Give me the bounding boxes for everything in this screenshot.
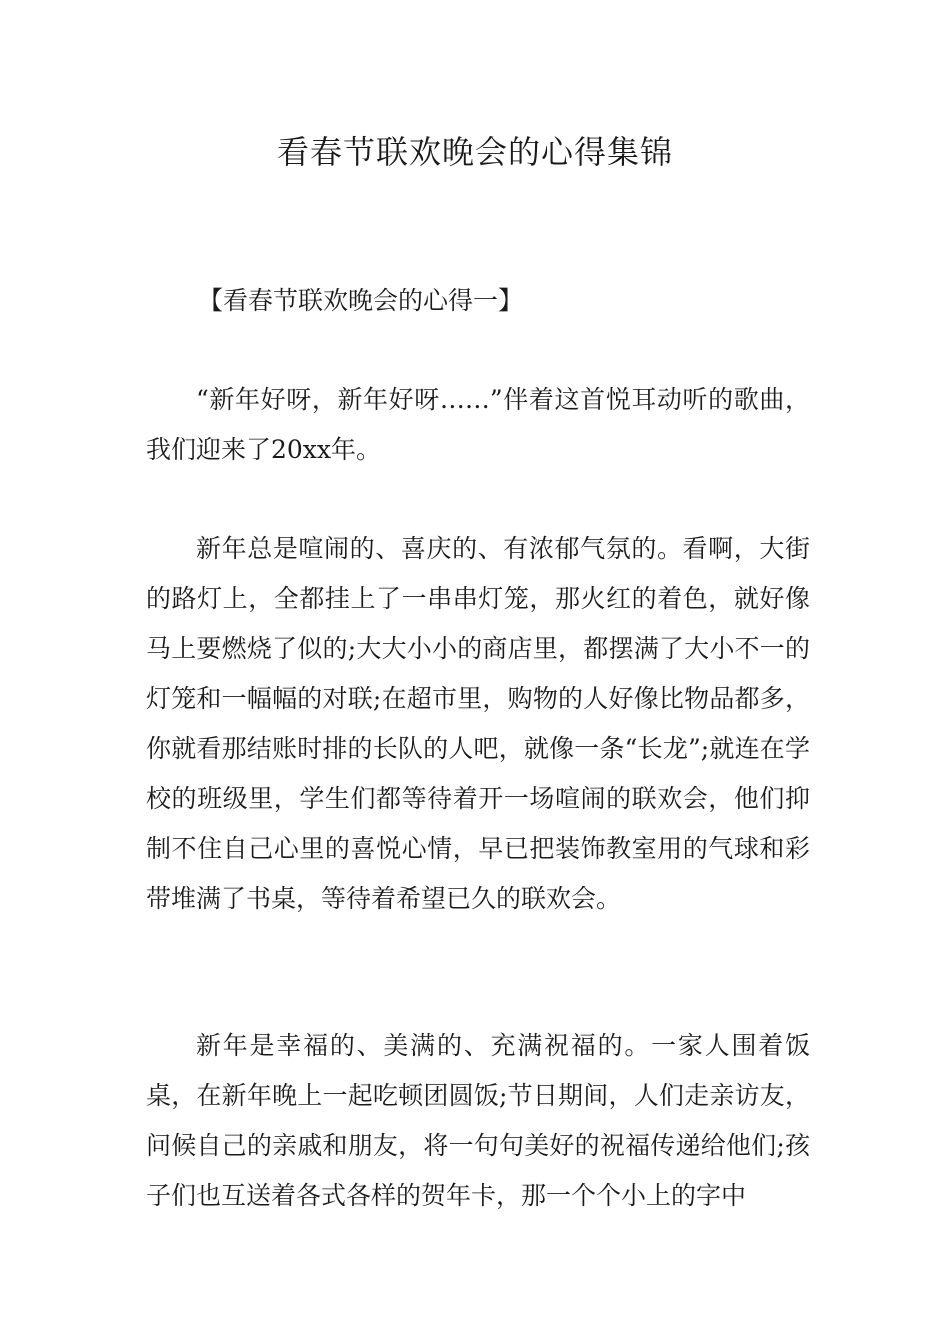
paragraph: 新年总是喧闹的、喜庆的、有浓郁气氛的。看啊，大街的路灯上，全都挂上了一串串灯笼，那火红的着色，就好像马上要燃烧了似的;大大小小的商店里，都摆满了大小不一的灯笼和一幅幅的对联;在超市里，购物的人好像比物品都多，你就看那结账时排的长队的人吧，就像一条“长龙”;就连在学校的班级里，学生们都等待着开一场喧闹的联欢会，他们抑制不住自己心里的喜悦心情，早已把装饰教室用的气球和彩带堆满了书桌，等待着希望已久的联欢会。 (146, 534, 810, 913)
document-title: 看春节联欢晚会的心得集锦 (276, 133, 673, 171)
section-heading: 【看春节联欢晚会的心得一】 (198, 286, 524, 315)
paragraph: “新年好呀，新年好呀……”伴着这首悦耳动听的歌曲，我们迎来了20xx年。 (146, 385, 810, 464)
paragraph: 新年是幸福的、美满的、充满祝福的。一家人围着饭桌，在新年晚上一起吃顿团圆饭;节日期间，人们走亲访友，问候自己的亲戚和朋友，将一句句美好的祝福传递给他们;孩子们也互送着各式各样的贺年卡，那一个个小上的字中 (146, 1031, 810, 1210)
